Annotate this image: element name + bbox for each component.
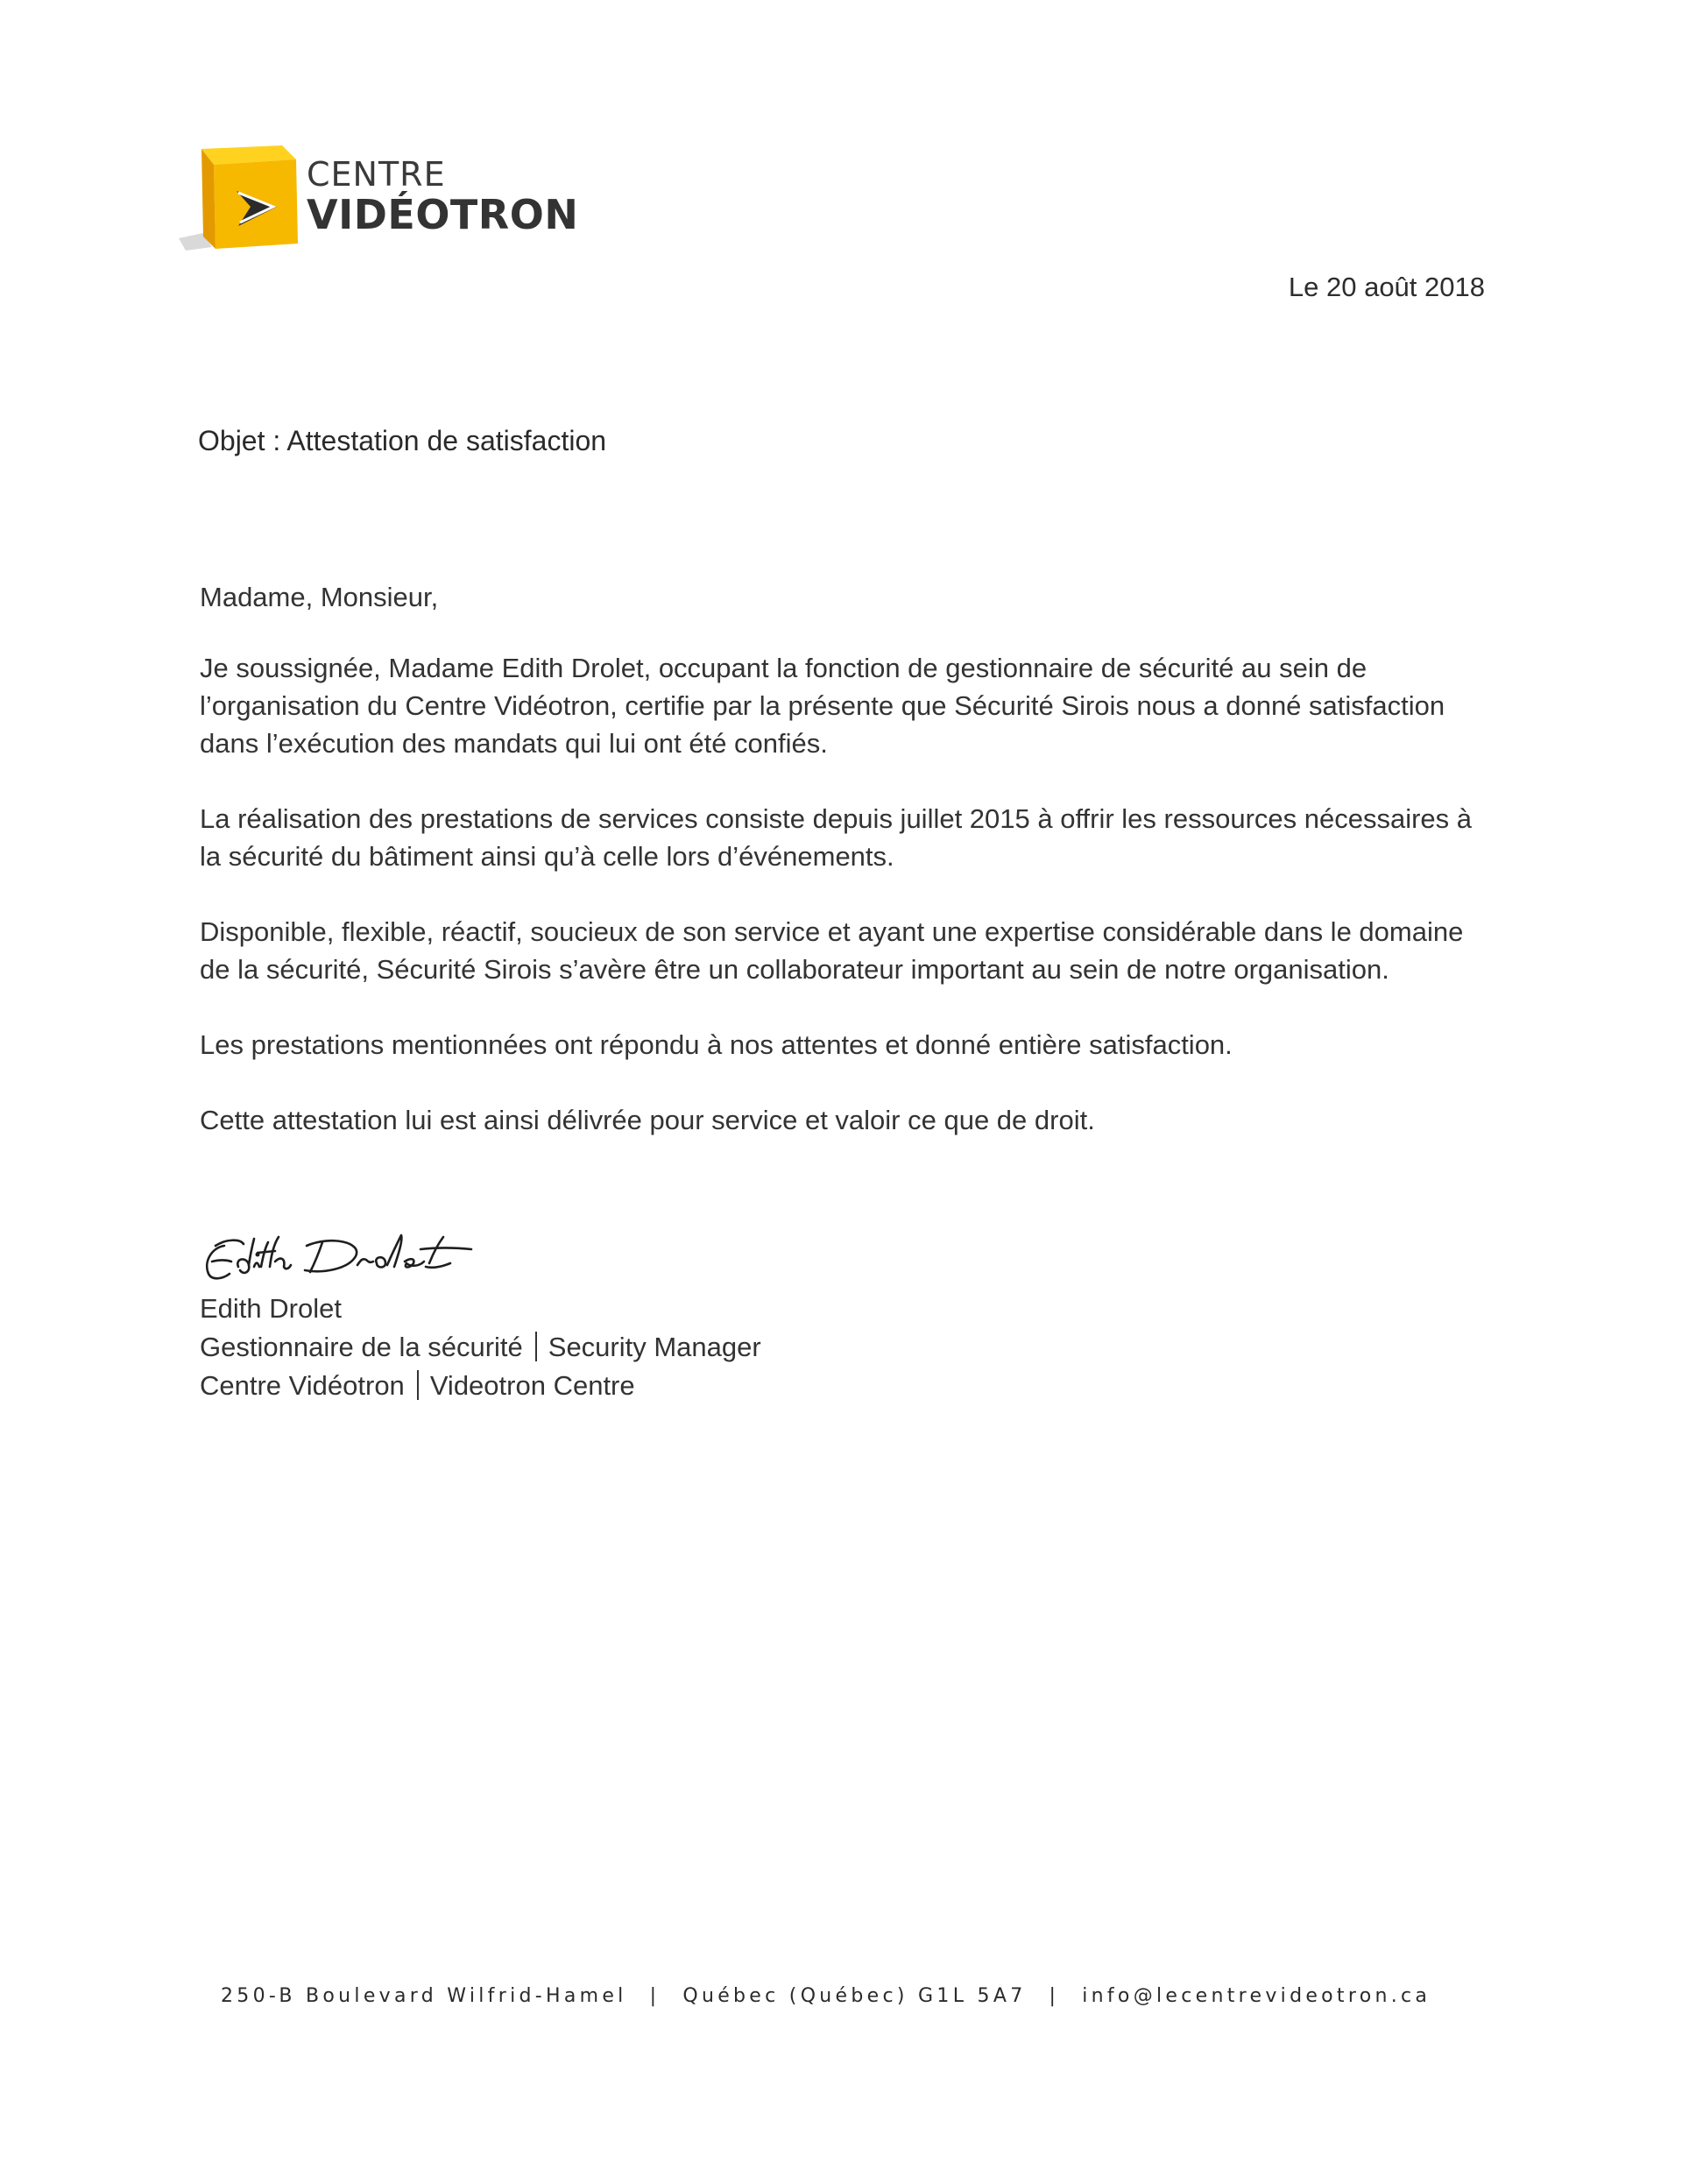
footer-city: Québec (Québec) G1L 5A7 bbox=[682, 1985, 1027, 2007]
vertical-divider bbox=[535, 1332, 537, 1361]
letter-footer bbox=[221, 1985, 1474, 2007]
letter-date: Le 20 août 2018 bbox=[1288, 272, 1485, 302]
cube-arrow-icon bbox=[175, 140, 307, 254]
footer-separator: | bbox=[649, 1985, 661, 2007]
handwritten-signature bbox=[200, 1226, 480, 1288]
vertical-divider bbox=[417, 1370, 419, 1400]
letter-body bbox=[200, 578, 1492, 1177]
signatory-org-fr: Centre Vidéotron bbox=[200, 1370, 405, 1401]
body-paragraph: Les prestations mentionnées ont répondu à nos attentes et donné entière satisfaction. bbox=[200, 1029, 1233, 1060]
logo-text-videotron: VIDÉOTRON bbox=[307, 191, 579, 238]
body-paragraph: Disponible, flexible, réactif, soucieux de son service et ayant une expertise considérable dans le domaine de la sécurité, Sécurité Sirois s’avère être un collaborateur important au sein de notre organisation. bbox=[200, 916, 1464, 985]
centre-videotron-logo bbox=[175, 140, 579, 254]
logo-text-centre: CENTRE bbox=[307, 155, 446, 194]
footer-email[interactable]: info@lecentrevideotron.ca bbox=[1082, 1985, 1431, 2007]
signatory-title bbox=[200, 1328, 761, 1367]
signatory-org-en: Videotron Centre bbox=[429, 1370, 635, 1401]
body-paragraph: La réalisation des prestations de services consiste depuis juillet 2015 à offrir les ressources nécessaires à la sécurité du bâtiment ainsi qu’à celle lors d’événements. bbox=[200, 803, 1473, 872]
footer-address: 250-B Boulevard Wilfrid-Hamel bbox=[221, 1985, 627, 2007]
signatory-name: Edith Drolet bbox=[200, 1293, 342, 1324]
signatory-block bbox=[200, 1290, 761, 1405]
footer-separator: | bbox=[1049, 1985, 1060, 2007]
signatory-title-fr: Gestionnaire de la sécurité bbox=[200, 1332, 523, 1362]
signatory-organization bbox=[200, 1367, 761, 1405]
body-paragraph: Cette attestation lui est ainsi délivrée pour service et valoir ce que de droit. bbox=[200, 1105, 1095, 1135]
body-paragraph: Je soussignée, Madame Edith Drolet, occupant la fonction de gestionnaire de sécurité au sein de l’organisation du Centre Vidéotron, certifie par la présente que Sécurité Sirois nous a donné satisfaction dans l’exécution des mandats qui lui ont été confiés. bbox=[200, 653, 1445, 759]
signatory-title-en: Security Manager bbox=[548, 1332, 761, 1362]
letter-greeting: Madame, Monsieur, bbox=[200, 582, 439, 612]
letter-subject: Objet : Attestation de satisfaction bbox=[198, 425, 607, 456]
